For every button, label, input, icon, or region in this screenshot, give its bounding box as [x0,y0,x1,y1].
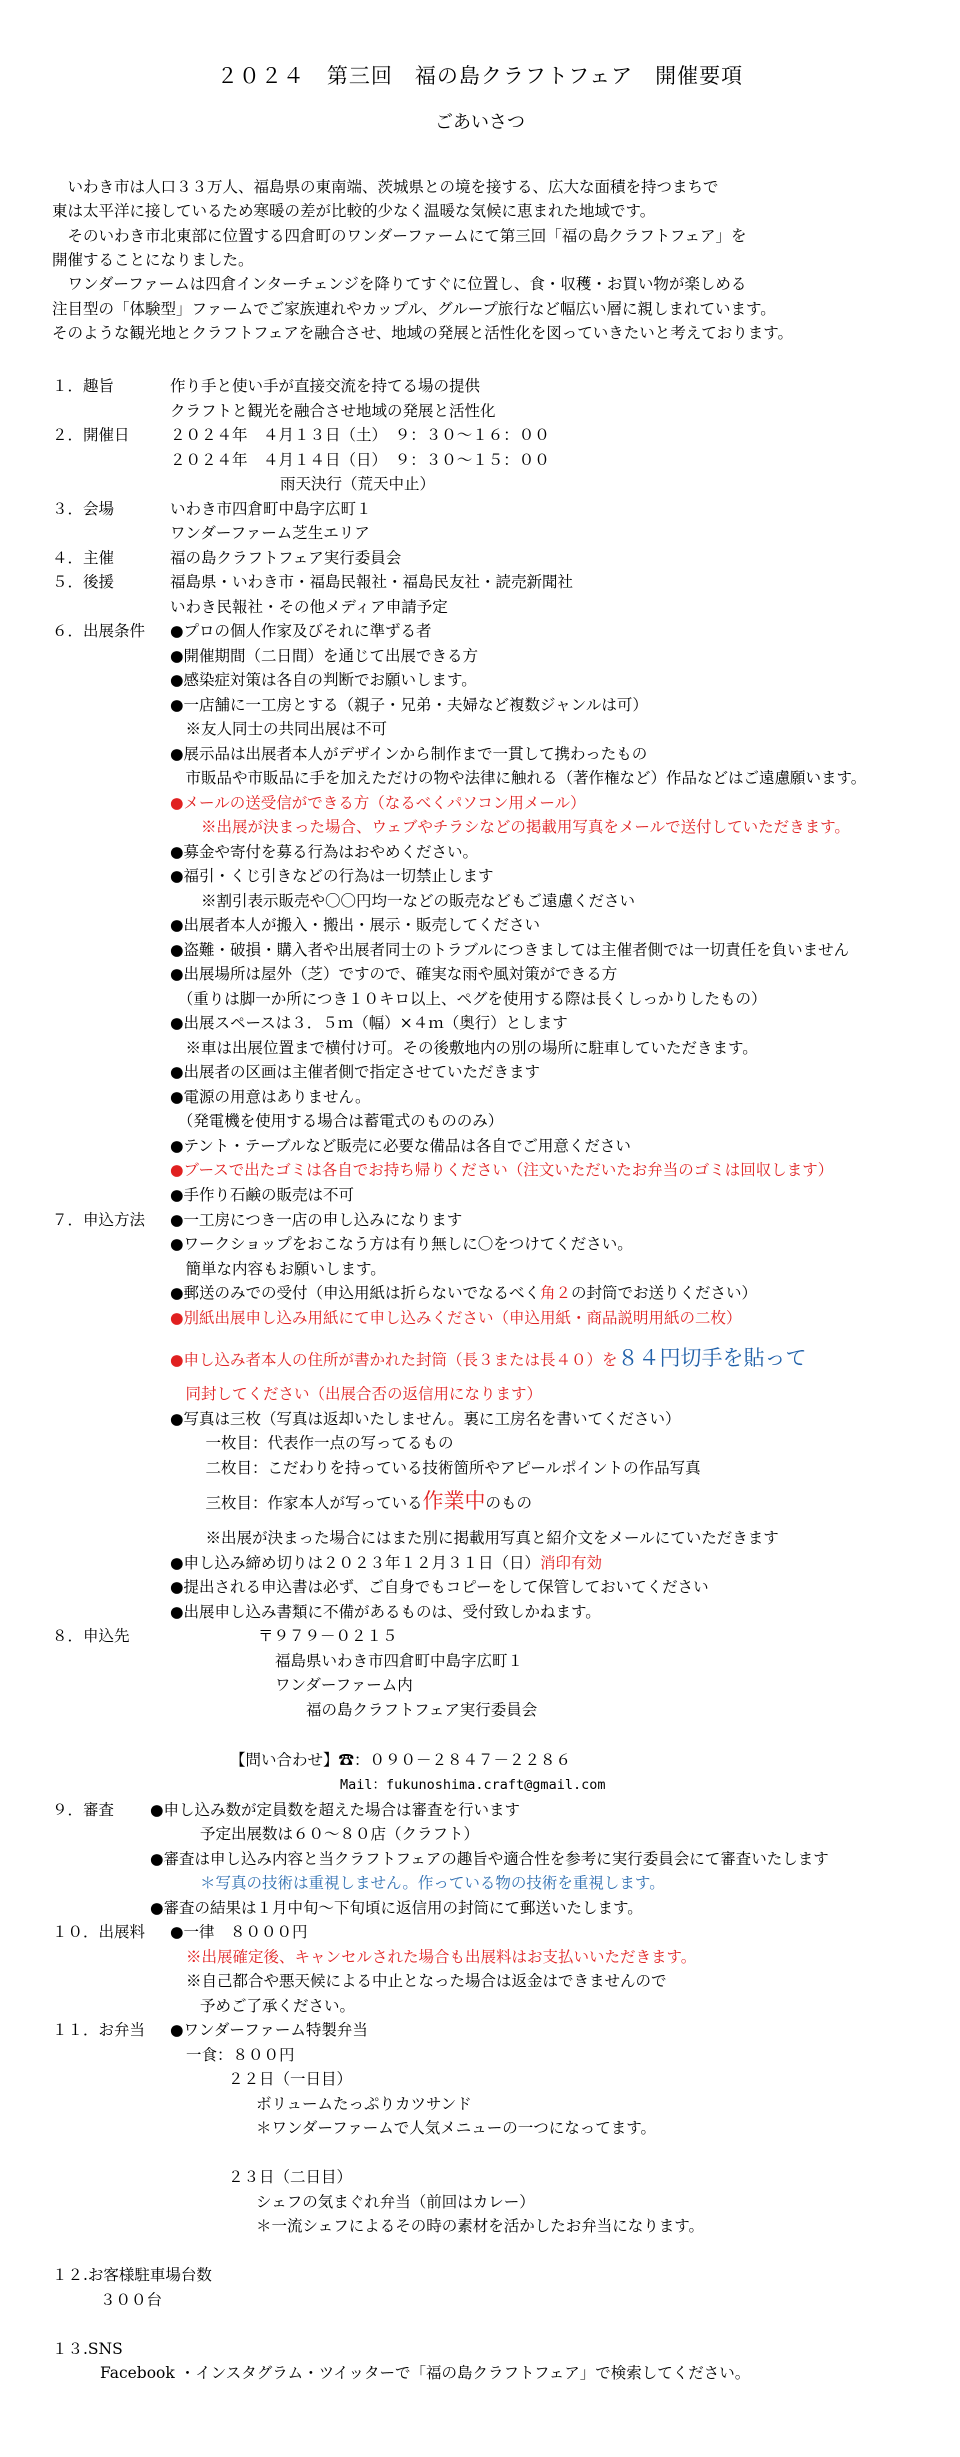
condition-line: ●プロの個人作家及びそれに準ずる者 [170,622,432,640]
condition-line-highlight: ※出展が決まった場合、ウェブやチラシなどの掲載用写真をメールで送付していただきます。 [170,818,850,836]
application-line [170,1282,757,1304]
intro-line: ワンダーファームは四倉インターチェンジを降りてすぐに位置し、食・収穫・お買い物が楽しめる [52,275,747,293]
application-line-highlight: ●別紙出展申し込み用紙にて申し込みください（申込用紙・商品説明用紙の二枚） [170,1309,742,1327]
parking-count: ３００台 [100,2291,163,2309]
address-line: 福島県いわき市四倉町中島字広町１ [275,1652,524,1670]
condition-line: ●開催期間（二日間）を通じて出展できる方 [170,647,479,665]
section-label: １２.お客様駐車場台数 [52,2266,212,2284]
bento-line: シェフの気まぐれ弁当（前回はカレー） [256,2193,535,2211]
sponsor-line: いわき民報社・その他メディア申請予定 [170,598,448,616]
intro-line: 開催することになりました。 [52,251,254,269]
application-line: 一枚目：代表作一点の写ってるもの [190,1434,454,1452]
venue-line: ワンダーファーム芝生エリア [170,524,370,542]
fee-line: ●一律 ８０００円 [170,1923,308,1941]
envelope-size: 角２ [540,1284,572,1302]
section-label: ７．申込方法 [52,1211,146,1229]
purpose-line: 作り手と使い手が直接交流を持てる場の提供 [170,377,481,395]
section-label: ２．開催日 [52,426,130,444]
page-title: ２０２４ 第三回 福の島クラフトフェア 開催要項 [216,64,744,88]
deadline-text: ●申し込み締め切りは２０２３年１２月３１日（日） [170,1554,541,1572]
section-label: ９．審査 [52,1801,115,1819]
condition-line: 市販品や市販品に手を加えただけの物や法律に触れる（著作権など）作品などはご遠慮願います。 [170,769,867,787]
address-line: ワンダーファーム内 [275,1676,413,1694]
date-line: ２０２４年 ４月１３日（土） ９：３０～１６：００ [170,426,550,444]
section-label: ８．申込先 [52,1627,130,1645]
venue-line: いわき市四倉町中島字広町１ [170,500,372,518]
condition-line: （発電機を使用する場合は蓄電式のもののみ） [170,1112,504,1130]
condition-line: ●感染症対策は各自の判断でお願いします。 [170,671,477,689]
condition-line: ●一店舗に一工房とする（親子・兄弟・夫婦など複数ジャンルは可） [170,696,648,714]
contact-email[interactable]: Mail：fukunoshima.craft@gmail.com [340,1777,606,1793]
application-line: 簡単な内容もお願いします。 [170,1260,386,1278]
review-line: ●申し込み数が定員数を超えた場合は審査を行います [150,1801,521,1819]
condition-line: ●展示品は出展者本人がデザインから制作まで一貫して携わったもの [170,745,648,763]
application-line: 二枚目：こだわりを持っている技術箇所やアピールポイントの作品写真 [190,1459,701,1477]
bento-line: ２２日（一日目） [228,2070,353,2088]
condition-line: （重りは脚一か所につき１０キロ以上、ペグを使用する際は長くしっかりしたもの） [170,990,767,1008]
condition-line: ※友人同士の共同出展は不可 [170,720,388,738]
working-highlight: 作業中 [422,1489,486,1513]
section-label: １．趣旨 [52,377,115,395]
fee-line-highlight: ※出展確定後、キャンセルされた場合も出展料はお支払いいただきます。 [186,1948,697,1966]
bento-line: ＊一流シェフによるその時の素材を活かしたお弁当になります。 [256,2217,704,2235]
intro-line: 東は太平洋に接しているため寒暖の差が比較的少なく温暖な気候に恵まれた地域です。 [52,202,656,220]
intro-line: そのような観光地とクラフトフェアを融合させ、地域の発展と活性化を図っていきたいと考えております。 [52,324,794,342]
bento-line: ＊ワンダーファームで人気メニューの一つになってます。 [256,2119,657,2137]
section-label: １３.SNS [52,2340,123,2358]
application-line [170,1552,602,1574]
intro-line: 注目型の「体験型」ファームでご家族連れやカップル、グループ旅行など幅広い層に親しまれています。 [52,300,776,318]
condition-line: ●テント・テーブルなど販売に必要な備品は各自でご用意ください [170,1137,631,1155]
condition-line: ●手作り石鹸の販売は不可 [170,1186,355,1204]
sns-line: Facebook ・インスタグラム・ツイッターで「福の島クラフトフェア」で検索してください。 [100,2364,751,2382]
organizer-line: 福の島クラフトフェア実行委員会 [170,549,402,567]
section-label: ５．後援 [52,573,115,591]
stamp-note: ８４円切手を貼って [617,1346,807,1370]
purpose-line: クラフトと観光を融合させ地域の発展と活性化 [170,402,496,420]
application-line: ●提出される申込書は必ず、ご自身でもコピーをして保管しておいてください [170,1578,709,1596]
condition-line: ※車は出展位置まで横付け可。その後敷地内の別の場所に駐車していただきます。 [170,1039,758,1057]
application-text: のもの [485,1494,533,1512]
fee-line: 予めご了承ください。 [200,1997,356,2015]
application-text: の封筒でお送りください） [571,1284,758,1302]
application-line-highlight: 同封してください（出展合否の返信用になります） [170,1385,543,1403]
bento-line: ●ワンダーファーム特製弁当 [170,2021,368,2039]
condition-line: ●福引・くじ引きなどの行為は一切禁止します [170,867,494,885]
intro-line: いわき市は人口３３万人、福島県の東南端、茨城県との境を接する、広大な面積を持つまちで [52,178,719,196]
application-line: ●ワークショップをおこなう方は有り無しに〇をつけてください。 [170,1235,633,1253]
application-line: ●写真は三枚（写真は返却いたしません。裏に工房名を書いてください） [170,1410,681,1428]
review-line: ●審査は申し込み内容と当クラフトフェアの趣旨や適合性を参考に実行委員会にて審査いたします [150,1850,829,1868]
rain-note: 雨天決行（荒天中止） [280,475,436,493]
application-line [190,1486,532,1518]
intro-line: そのいわき市北東部に位置する四倉町のワンダーファームにて第三回「福の島クラフトフェア」を [52,227,747,245]
application-text: 三枚目：作家本人が写っている [190,1494,423,1512]
condition-line-highlight: ●ブースで出たゴミは各自でお持ち帰りください（注文いただいたお弁当のゴミは回収します） [170,1161,834,1179]
application-text: ●申し込み者本人の住所が書かれた封筒（長３または長４０）を [170,1351,618,1369]
review-line-note: ＊写真の技術は重視しません。作っている物の技術を重視します。 [200,1874,665,1892]
condition-line: ●募金や寄付を募る行為はおやめください。 [170,843,479,861]
greeting-heading: ごあいさつ [435,112,525,133]
bento-line: ボリュームたっぷりカツサンド [256,2095,472,2113]
bento-line: ２３日（二日目） [228,2168,353,2186]
section-label: １１．お弁当 [52,2021,146,2039]
fee-line: ※自己都合や悪天候による中止となった場合は返金はできませんので [186,1972,667,1990]
condition-line: ●出展場所は屋外（芝）ですので、確実な雨や風対策ができる方 [170,965,618,983]
postmark-note: 消印有効 [540,1554,603,1572]
condition-line: ※割引表示販売や〇〇円均一などの販売などもご遠慮ください [170,892,636,910]
condition-line: ●出展スペースは３．５ｍ（幅）×４ｍ（奥行）とします [170,1014,568,1032]
condition-line-highlight: ●メールの送受信ができる方（なるべくパソコン用メール） [170,794,586,812]
application-line-highlight [170,1343,807,1375]
bento-line: 一食：８００円 [186,2046,295,2064]
application-line: ●一工房につき一店の申し込みになります [170,1211,463,1229]
section-label: ４．主催 [52,549,115,567]
condition-line: ●電源の用意はありません。 [170,1088,371,1106]
application-line: ※出展が決まった場合にはまた別に掲載用写真と紹介文をメールにていただきます [190,1529,779,1547]
condition-line: ●出展者本人が搬入・搬出・展示・販売してください [170,916,541,934]
contact-phone: 【問い合わせ】☎：０９０－２８４７－２２８６ [230,1751,572,1769]
sponsor-line: 福島県・いわき市・福島民報社・福島民友社・読売新聞社 [170,573,574,591]
section-label: ６．出展条件 [52,622,146,640]
date-line: ２０２４年 ４月１４日（日） ９：３０～１５：００ [170,451,550,469]
condition-line: ●盗難・破損・購入者や出展者同士のトラブルにつきましては主催者側では一切責任を負いません [170,941,850,959]
application-line: ●出展申し込み書類に不備があるものは、受付致しかねます。 [170,1603,601,1621]
section-label: ３．会場 [52,500,115,518]
application-text: ●郵送のみでの受付（申込用紙は折らないでなるべく [170,1284,541,1302]
address-line: 福の島クラフトフェア実行委員会 [306,1701,538,1719]
review-line: ●審査の結果は１月中旬～下旬頃に返信用の封筒にて郵送いたします。 [150,1899,643,1917]
review-line: 予定出展数は６０～８０店（クラフト） [200,1825,480,1843]
postal-code: 〒９７９－０２１５ [258,1627,398,1645]
condition-line: ●出展者の区画は主催者側で指定させていただきます [170,1063,541,1081]
section-label: １０．出展料 [52,1923,146,1941]
